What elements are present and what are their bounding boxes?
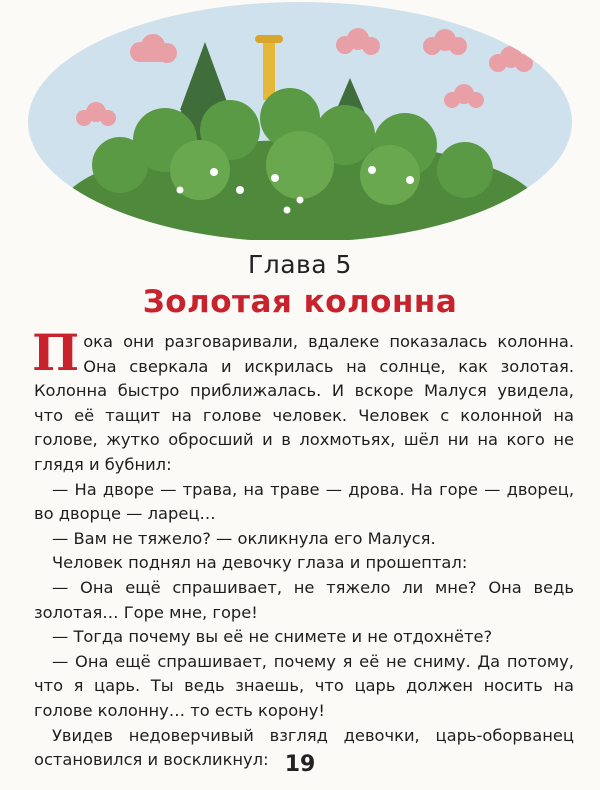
paragraph: — Она ещё спрашивает, почему я её не сниму. Да потому, что я царь. Ты ведь знаешь, что царь должен носить на голове колонну… то есть корону! [34, 651, 574, 720]
paragraph: Увидев недоверчивый взгляд девочки, царь-оборванец остановился и воскликнул: [34, 725, 574, 770]
paragraph: — Тогда почему вы её не снимете и не отдохнёте? [52, 627, 493, 647]
story-text [32, 323, 574, 773]
chapter-number: Глава 5 [248, 250, 352, 279]
paragraph: Человек поднял на девочку глаза и прошептал: [52, 553, 468, 573]
chapter-title: Золотая колонна [142, 284, 458, 320]
paragraph: — На дворе — трава, на траве — дрова. На горе — дворец, во дворце — ларец… [34, 479, 574, 524]
forest-illustration [0, 0, 600, 240]
paragraph [32, 323, 574, 478]
paragraph: — Вам не тяжело? — окликнула его Малуся. [52, 528, 436, 548]
paragraph-text: ока они разговаривали, вдалеке показалась колонна. Она сверкала и искрилась на солнце, как золотая. Колонна быстро приближалась. И вскоре Малуся увидела, что её тащит на голове человек. Человек с колонной на голове, жутко обросший и в лохмотьях, шёл ни на кого не глядя и бубнил: [34, 332, 574, 474]
drop-cap: П [32, 323, 80, 382]
page-number: 19 [284, 752, 316, 777]
paragraph: — Она ещё спрашивает, не тяжело ли мне? Она ведь золотая… Горе мне, горе! [34, 577, 574, 622]
